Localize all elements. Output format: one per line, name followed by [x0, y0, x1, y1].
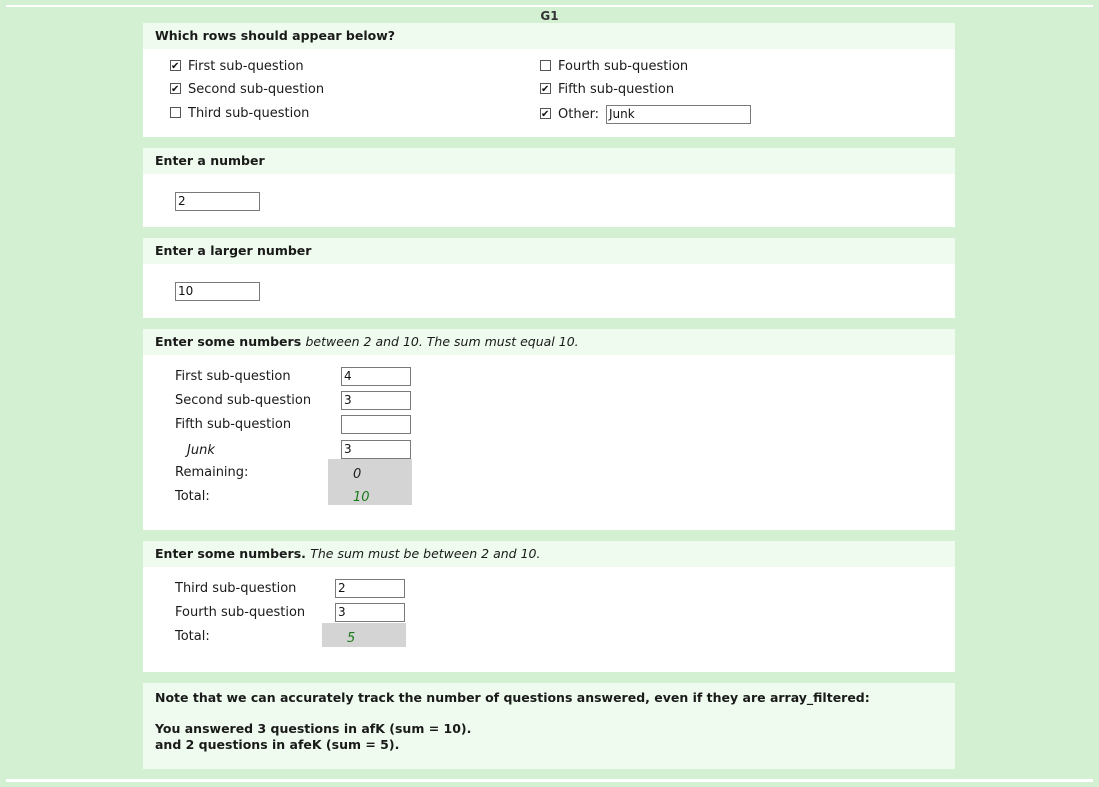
- total-value: 5: [347, 631, 356, 646]
- checkbox-checked-icon[interactable]: [170, 83, 181, 94]
- remaining-value: 0: [353, 467, 362, 482]
- checkbox-checked-icon[interactable]: [170, 60, 181, 71]
- checkbox-checked-icon[interactable]: [540, 83, 551, 94]
- calculation-box: [328, 459, 412, 505]
- remaining-label: Remaining:: [175, 465, 249, 480]
- row-input[interactable]: 3: [341, 440, 411, 459]
- option-second-sub-question[interactable]: ✔Second sub-question: [170, 80, 324, 100]
- number-input[interactable]: 2: [175, 192, 260, 211]
- question-title: Enter some numbers between 2 and 10. The sum must equal 10.: [143, 329, 955, 355]
- checkbox-checked-icon[interactable]: [540, 108, 551, 119]
- note-afK-summary: You answered 3 questions in afK (sum = 10).: [155, 721, 472, 736]
- note-panel: [143, 683, 955, 769]
- top-rule: [6, 5, 1093, 7]
- checkbox-unchecked-icon[interactable]: [540, 60, 551, 71]
- total-label: Total:: [175, 489, 210, 504]
- bottom-rule: [6, 779, 1093, 782]
- question-title: Which rows should appear below?: [143, 23, 955, 49]
- question-enter-number: [143, 148, 955, 227]
- option-other[interactable]: ✔Other:: [540, 105, 599, 125]
- other-text-input[interactable]: Junk: [606, 105, 751, 124]
- row-label: Second sub-question: [175, 393, 312, 408]
- question-title: Enter a number: [143, 148, 955, 174]
- row-label: Fourth sub-question: [175, 605, 306, 620]
- question-title: Enter a larger number: [143, 238, 955, 264]
- question-enter-larger-number: [143, 238, 955, 318]
- row-label: Third sub-question: [175, 581, 297, 596]
- total-value: 10: [353, 490, 370, 505]
- question-multi-numeric-afK: [143, 329, 955, 530]
- option-first-sub-question[interactable]: ✔First sub-question: [170, 57, 304, 77]
- option-third-sub-question[interactable]: Third sub-question: [170, 104, 309, 124]
- group-title: G1: [540, 9, 559, 23]
- row-label-other: Junk: [187, 443, 215, 458]
- row-label: First sub-question: [175, 369, 291, 384]
- row-label: Fifth sub-question: [175, 417, 292, 432]
- note-afeK-summary: and 2 questions in afeK (sum = 5).: [155, 737, 400, 752]
- question-rows-filter: [143, 23, 955, 137]
- question-multi-numeric-afeK: [143, 541, 955, 672]
- calculation-box: [322, 623, 406, 647]
- row-input[interactable]: 4: [341, 367, 411, 386]
- checkbox-unchecked-icon[interactable]: [170, 107, 181, 118]
- total-label: Total:: [175, 629, 210, 644]
- option-fourth-sub-question[interactable]: Fourth sub-question: [540, 57, 688, 77]
- question-title: Enter some numbers. The sum must be between 2 and 10.: [143, 541, 955, 567]
- row-input[interactable]: 3: [335, 603, 405, 622]
- row-input[interactable]: [341, 415, 411, 434]
- option-fifth-sub-question[interactable]: ✔Fifth sub-question: [540, 80, 674, 100]
- row-input[interactable]: 3: [341, 391, 411, 410]
- larger-number-input[interactable]: 10: [175, 282, 260, 301]
- row-input[interactable]: 2: [335, 579, 405, 598]
- note-intro: Note that we can accurately track the number of questions answered, even if they are array_filtered:: [155, 690, 870, 705]
